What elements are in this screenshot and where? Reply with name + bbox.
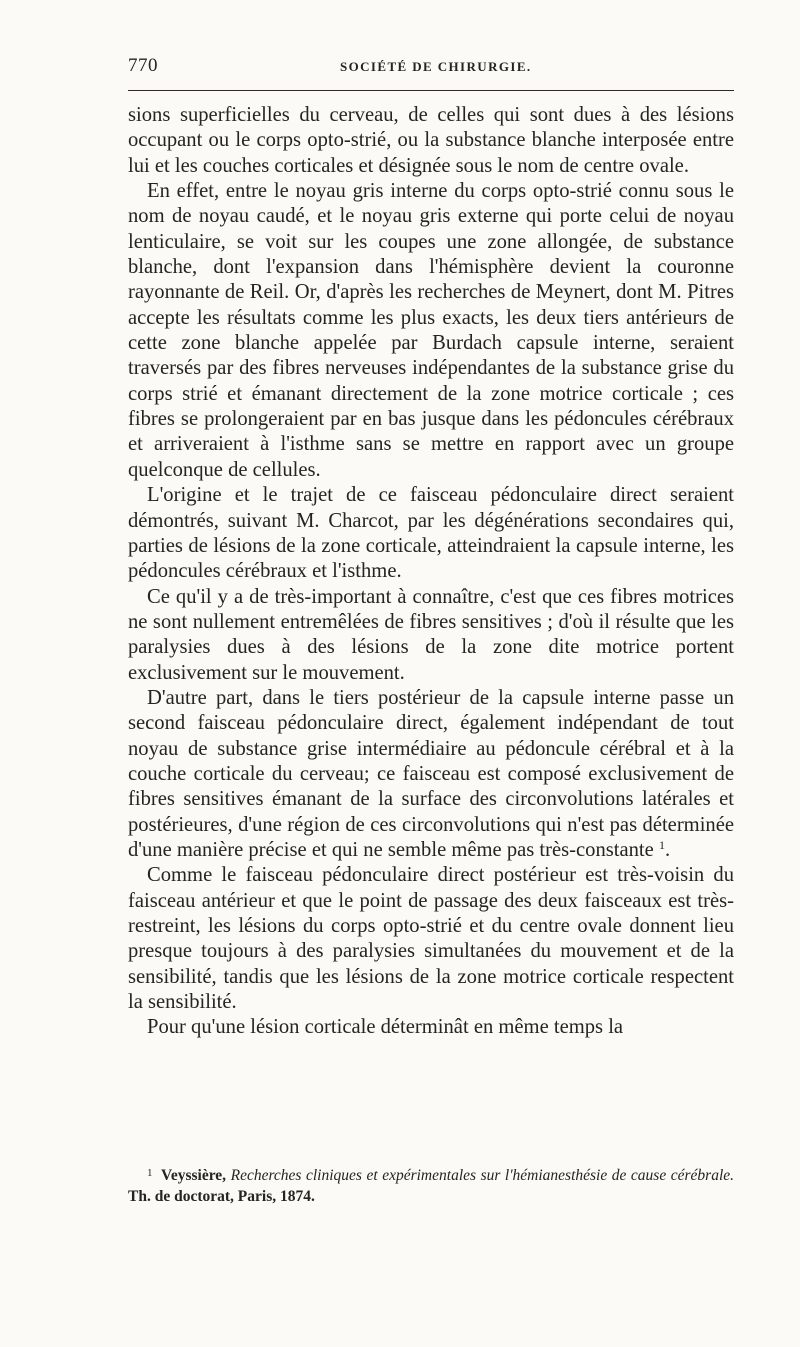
paragraph-2: En effet, entre le noyau gris interne du corps opto-strié connu sous le nom de noyau caudé, et le noyau gris externe qui porte celui de noyau lenticulaire, se voit sur les coupes une zone allongée, de substance blanche, dont l'expansion dans l'hémisphère devient la couronne rayonnante de Reil. Or, d'après les recherches de Meynert, dont M. Pitres accepte les résultats comme les plus exacts, les deux tiers antérieurs de cette zone blanche appelée par Burdach capsule interne, seraient traversés par des fibres nerveuses indépendantes de la substance grise du corps strié et émanant directement de la zone motrice corticale ; ces fibres se prolongeraient par en bas jusque dans les pédoncules cérébraux et arriveraient à l'isthme sans se mettre en rapport avec un groupe quelconque de cellules. xyxy=(128,180,734,481)
paragraph-4: Ce qu'il y a de très-important à connaître, c'est que ces fibres motrices ne sont nullement entremêlées de fibres sensitives ; d'où il résulte que les paralysies dues à des lésions de la zone dite motrice portent exclusivement sur le mouvement. xyxy=(128,585,734,684)
footnote-mark: 1 xyxy=(147,1167,153,1179)
footnote-publication: Th. de doctorat, Paris, 1874. xyxy=(128,1188,315,1205)
paragraph-6: Comme le faisceau pédonculaire direct postérieur est très-voisin du faisceau antérieur et que le point de passage des deux faisceaux est très-restreint, les lésions du corps opto-strié et du centre ovale donnent lieu presque toujours à des paralysies simultanées du mouvement et de la sensibilité, tandis que les lésions de la zone motrice corticale respectent la sensibilité. xyxy=(128,864,734,1014)
body-text xyxy=(128,103,734,1041)
paragraph-3: L'origine et le trajet de ce faisceau pédonculaire direct seraient démontrés, suivant M. Charcot, par les dégénérations secondaires qui, parties de lésions de la zone corticale, atteindraient la capsule interne, les pédoncules cérébraux et l'isthme. xyxy=(128,484,734,583)
footnote-reference[interactable]: 1 xyxy=(658,837,665,852)
footnote xyxy=(128,1163,734,1207)
paragraph-5-text: D'autre part, dans le tiers postérieur de la capsule interne passe un second faisceau pédonculaire direct, également indépendant de tout noyau de substance grise intermédiaire au pédoncule cérébral et à la couche corticale du cerveau; ce faisceau est composé exclusivement de fibres sensitives émanant de la surface des circonvolutions latérales et postérieures, d'une région de ces circonvolutions qui n'est pas déterminée d'une manière précise et qui ne semble même pas très-constante xyxy=(128,686,734,861)
header-rule xyxy=(128,90,734,91)
page-header xyxy=(128,55,734,81)
running-title: SOCIÉTÉ DE CHIRURGIE. xyxy=(340,59,532,74)
page-number: 770 xyxy=(128,55,158,76)
footnote-author: Veyssière, xyxy=(161,1167,227,1184)
paragraph-5: D'autre part, dans le tiers postérieur de la capsule interne passe un second faisceau pédonculaire direct, également indépendant de tout noyau de substance grise intermédiaire au pédoncule cérébral et à la couche corticale du cerveau; ce faisceau est composé exclusivement de fibres sensitives émanant de la surface des circonvolutions latérales et postérieures, d'une région de ces circonvolutions qui n'est pas déterminée d'une manière précise et qui ne semble même pas très-constante $^1$. xyxy=(128,686,734,861)
footnote-title: Recherches cliniques et expérimentales sur l'hémianesthésie de cause cérébrale. xyxy=(230,1167,735,1184)
paragraph-1: sions superficielles du cerveau, de celles qui sont dues à des lésions occupant ou le corps opto-strié, ou la substance blanche interposée entre lui et les couches corticales et désignée sous le nom de centre ovale. xyxy=(128,104,734,177)
paragraph-7: Pour qu'une lésion corticale déterminât en même temps la xyxy=(147,1016,624,1039)
